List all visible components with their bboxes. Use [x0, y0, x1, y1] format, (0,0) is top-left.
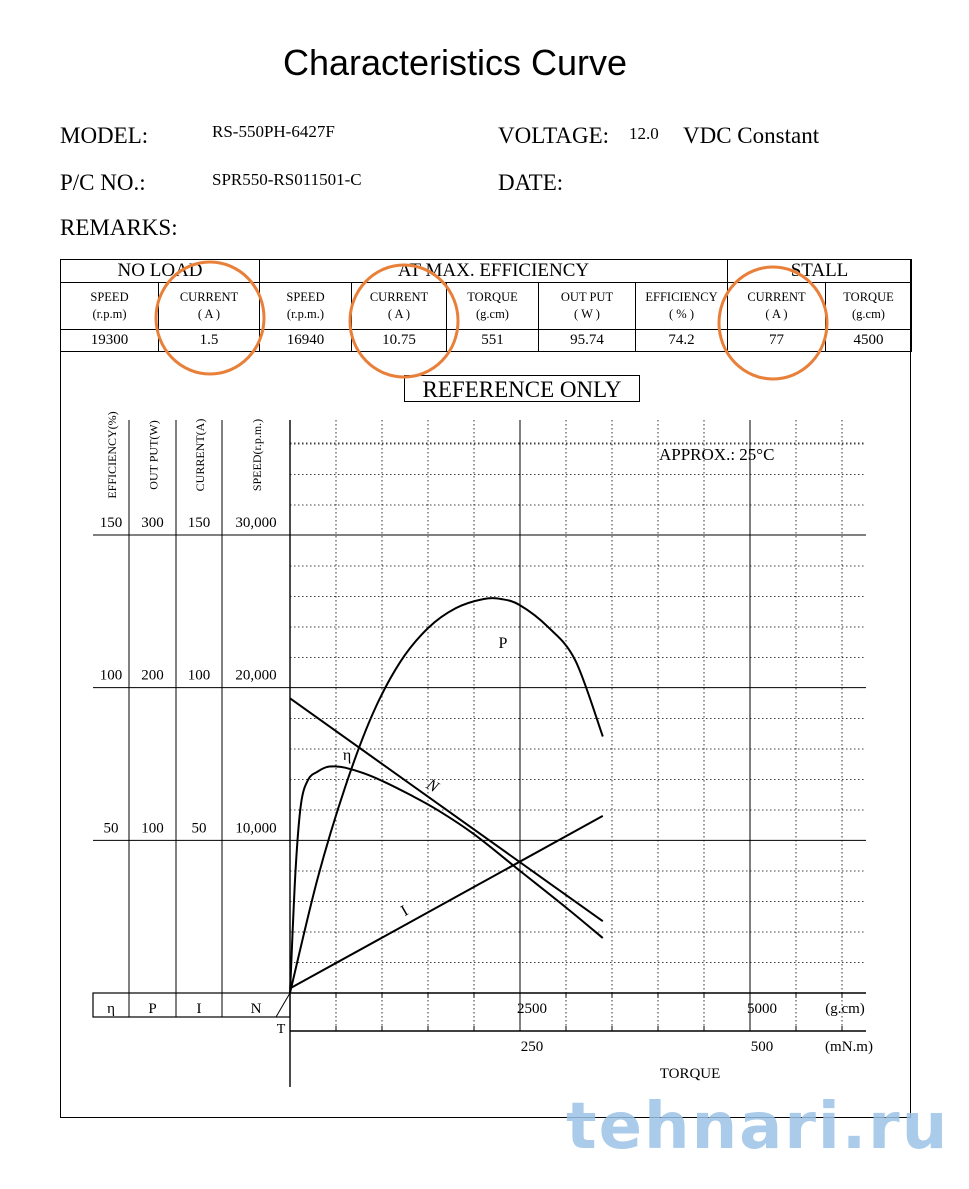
spec-unit: ( % )	[669, 307, 694, 321]
spec-value: 4500	[826, 330, 912, 352]
y-tick-label: 30,000	[235, 515, 277, 531]
spec-name: CURRENT	[179, 290, 239, 304]
y-tick-label: 100	[141, 820, 164, 837]
spec-name: CURRENT	[369, 290, 429, 304]
y-tick-label: 50	[103, 820, 119, 837]
spec-unit: (r.p.m)	[92, 307, 127, 321]
highlight-circle	[719, 267, 827, 379]
reference-only-label: REFERENCE ONLY	[404, 375, 640, 402]
group-no-load: NO LOAD	[61, 260, 260, 283]
date-label: DATE:	[498, 170, 564, 195]
model-label: MODEL:	[60, 123, 149, 148]
spec-unit: (g.cm)	[852, 307, 885, 321]
x-axis-title: TORQUE	[659, 1066, 721, 1082]
highlight-circle	[156, 262, 264, 374]
spec-value: 74.2	[636, 330, 728, 352]
spec-name: SPEED	[90, 290, 129, 304]
y-tick-label: 150	[99, 515, 123, 531]
approx-temperature: APPROX.: 25°C	[659, 445, 775, 464]
x2-tick-label: 250	[520, 1039, 544, 1055]
spec-value: 77	[728, 330, 826, 352]
voltage-unit: VDC Constant	[683, 123, 820, 148]
y-tick-label: 50	[191, 820, 207, 837]
pc-value: SPR550-RS011501-C	[212, 170, 362, 189]
spec-value: 10.75	[352, 330, 447, 352]
axis-label: EFFICIENCY(%)	[105, 411, 119, 499]
y-tick-label: 20,000	[235, 667, 277, 684]
spec-name: TORQUE	[467, 290, 518, 304]
watermark-logo: tehnari.ru	[566, 1090, 950, 1164]
x-tick-label: 2500	[517, 1001, 547, 1017]
y-tick-label: 200	[141, 667, 164, 684]
remarks-label: REMARKS:	[60, 215, 178, 240]
spec-name: OUT PUT	[560, 290, 614, 304]
voltage-label: VOLTAGE:	[498, 123, 610, 148]
model-value: RS-550PH-6427F	[212, 122, 335, 141]
pc-label: P/C NO.:	[60, 170, 146, 195]
series-label: P	[498, 635, 508, 652]
x2-unit-label: (mN.m)	[825, 1039, 873, 1055]
group-stall: STALL	[728, 260, 912, 283]
spec-unit: ( A )	[197, 307, 221, 321]
axis-symbol: I	[196, 1001, 202, 1017]
x2-tick-label: 500	[750, 1039, 774, 1055]
series-label: I	[398, 902, 412, 920]
voltage-value: 12.0	[629, 124, 659, 143]
y-tick-label: 300	[141, 515, 164, 531]
spec-value: 1.5	[159, 330, 260, 352]
spec-unit: (r.p.m.)	[286, 307, 325, 321]
spec-value: 16940	[260, 330, 352, 352]
x-unit-label: (g.cm)	[825, 1001, 865, 1017]
axis-symbol: P	[148, 1001, 157, 1017]
highlight-circle	[350, 265, 458, 377]
spec-value: 19300	[61, 330, 159, 352]
spec-unit: ( A )	[387, 307, 411, 321]
spec-name: CURRENT	[747, 290, 806, 304]
spec-name: TORQUE	[843, 290, 894, 304]
y-tick-label: 150	[187, 515, 211, 531]
origin-label: T	[276, 1022, 286, 1037]
page-title: Characteristics Curve	[282, 42, 628, 83]
series-label: η	[342, 747, 352, 764]
spec-unit: ( W )	[574, 307, 600, 321]
axis-label: SPEED(r.p.m.)	[250, 418, 264, 492]
spec-name: SPEED	[286, 290, 325, 304]
axis-symbol: η	[107, 1001, 115, 1017]
axis-label: CURRENT(A)	[193, 418, 207, 492]
spec-unit: (g.cm)	[476, 307, 509, 321]
series-label: N	[423, 776, 442, 797]
x-tick-label: 5000	[747, 1001, 777, 1017]
spec-name: EFFICIENCY	[645, 290, 718, 304]
origin-diagonal	[276, 993, 290, 1017]
spec-value: 95.74	[539, 330, 636, 352]
spec-value: 551	[447, 330, 539, 352]
axis-label: OUT PUT(W)	[146, 420, 161, 490]
group-max-efficiency: AT MAX. EFFICIENCY	[260, 260, 728, 283]
spec-unit: ( A )	[765, 307, 788, 321]
y-tick-label: 100	[99, 667, 123, 684]
y-tick-label: 100	[187, 667, 211, 684]
y-tick-label: 10,000	[235, 820, 277, 837]
series-curve-3	[290, 766, 603, 993]
axis-symbol: N	[250, 1001, 262, 1017]
